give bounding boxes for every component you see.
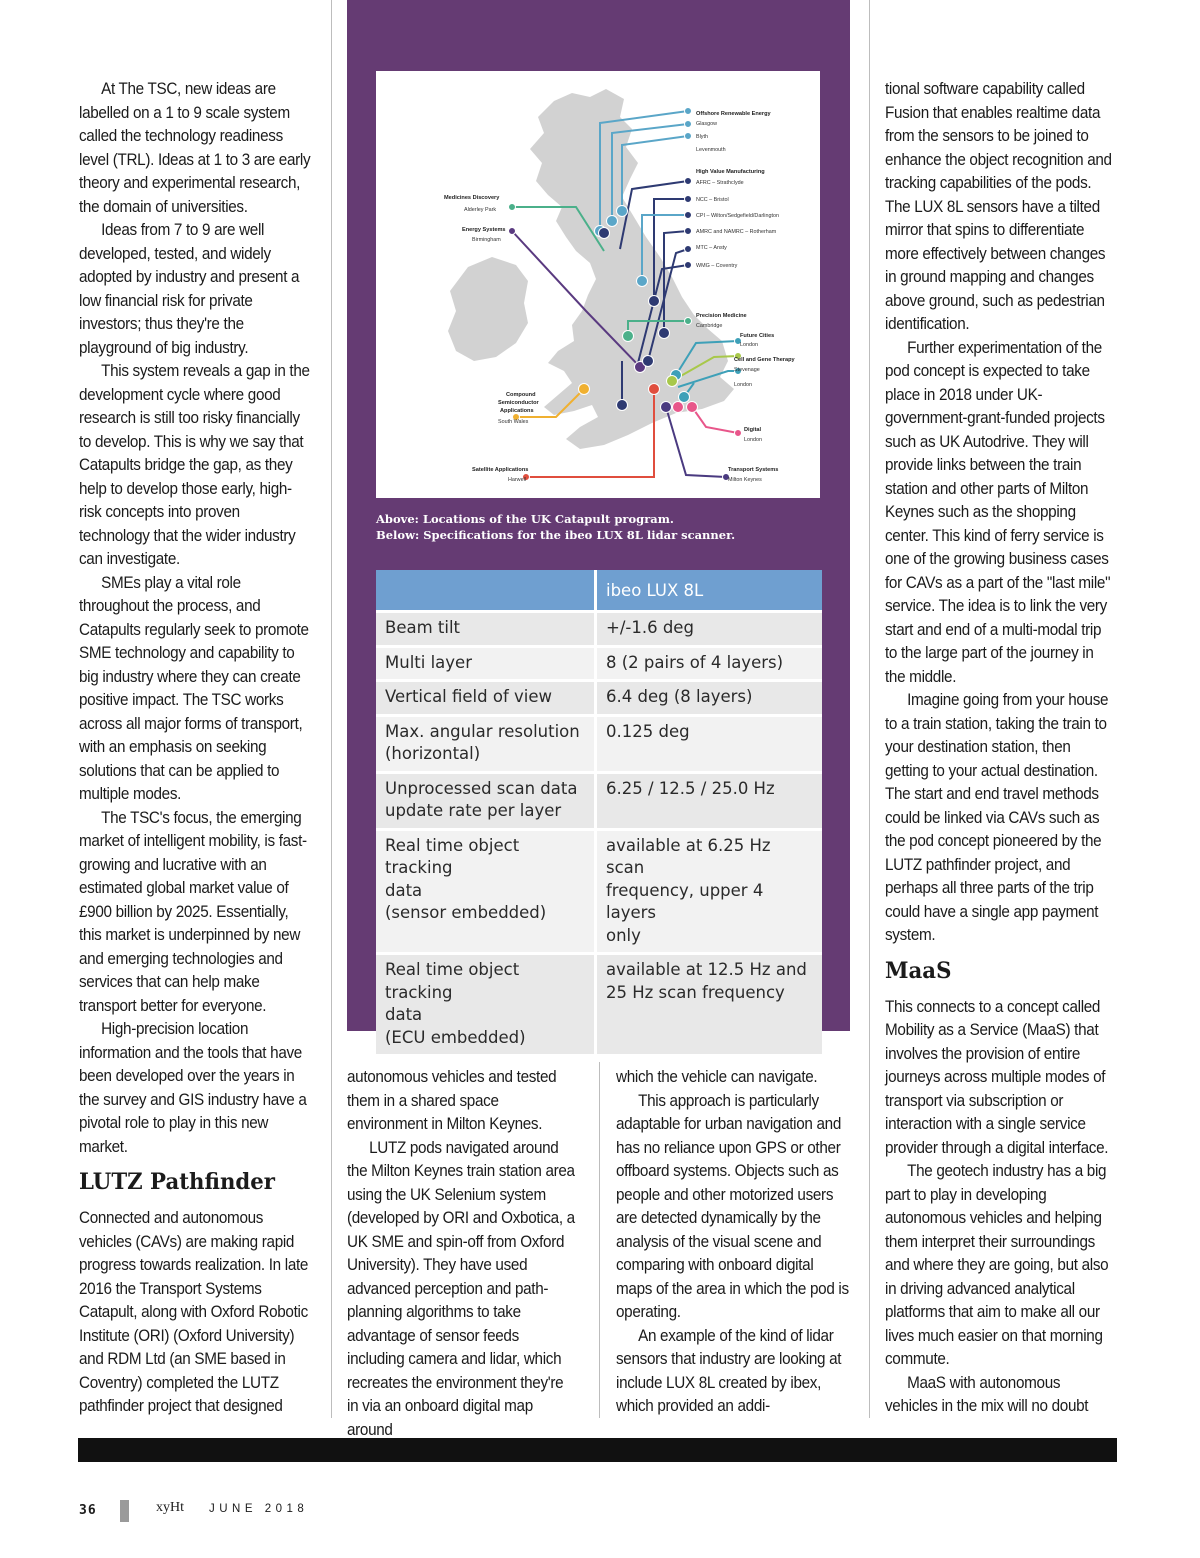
map-label: Digital xyxy=(744,427,762,433)
map-label: Levenmouth xyxy=(696,147,726,153)
column-rule-right xyxy=(869,0,870,1418)
spec-value-line: available at 12.5 Hz and xyxy=(606,960,807,979)
spec-value-line: +/-1.6 deg xyxy=(606,618,694,637)
body-paragraph: Ideas from 7 to 9 are well developed, tested, and widely adopted by industry and present a low financial risk for private investors; thus they're the playground of big industry. xyxy=(79,220,300,357)
map-label: Alderley Park xyxy=(464,207,497,213)
figure-caption xyxy=(376,512,836,543)
spec-key-line: Max. angular resolution xyxy=(385,721,580,741)
caption-line: Above: Locations of the UK Catapult program. xyxy=(376,512,674,526)
spec-key-cell xyxy=(376,829,596,954)
spec-value-cell xyxy=(596,772,823,829)
spec-key-line: data xyxy=(385,880,423,900)
body-paragraph: An example of the kind of lidar sensors that industry are looking at include LUX 8L created by ibex, which provided an addi- xyxy=(616,1325,842,1415)
spec-value-line: 25 Hz scan frequency xyxy=(606,982,785,1002)
body-paragraph: SMEs play a vital role throughout the process, and Catapults regularly seek to promote SME technology and capability to big industry where they can create positive impact. The TSC works across all major forms of transport, with an emphasis on seeking solutions that can be applied to multiple modes. xyxy=(79,572,309,803)
spec-value-cell xyxy=(596,715,823,772)
lidar-spec-table xyxy=(376,570,822,1054)
spec-value-line: 8 (2 pairs of 4 layers) xyxy=(606,652,784,672)
magazine-name: xyHt xyxy=(156,1500,184,1515)
footer-divider xyxy=(120,1500,129,1522)
issue-date: JUNE 2018 xyxy=(209,1503,309,1515)
spec-key-line: Real time object tracking xyxy=(385,835,520,877)
map-label: Harwell xyxy=(508,477,526,483)
map-label: Energy Systems xyxy=(462,227,506,233)
spec-value-line: frequency, upper 4 layers xyxy=(606,880,764,922)
spec-value-cell xyxy=(596,646,823,681)
spec-key-line: update rate per layer xyxy=(385,801,562,820)
article-column-4 xyxy=(885,77,1115,1418)
body-paragraph: This approach is particularly adaptable for urban navigation and has no reliance upon GPS or other offboard systems. Objects such as people and other motorized users are detected dynamically by the analysis of the visual scene and comparing with onboard digital maps of the area in which the pod is operating. xyxy=(616,1090,849,1321)
map-label: NCC – Bristol xyxy=(696,197,729,203)
article-column-2 xyxy=(347,1065,577,1441)
spec-key-line: (horizontal) xyxy=(385,744,481,763)
spec-value-line: available at 6.25 Hz scan xyxy=(606,835,771,877)
spec-key-line: data xyxy=(385,1005,423,1024)
map-label: London xyxy=(744,437,762,443)
spec-key-cell xyxy=(376,954,596,1055)
spec-key-cell xyxy=(376,772,596,829)
catapult-locations-map xyxy=(376,71,820,498)
table-row xyxy=(376,715,822,772)
spec-key-cell xyxy=(376,715,596,772)
table-header-empty xyxy=(376,570,596,612)
spec-key-line: Multi layer xyxy=(385,652,472,672)
body-paragraph: autonomous vehicles and tested them in a shared space environment in Milton Keynes. xyxy=(347,1067,557,1133)
table-row xyxy=(376,612,822,647)
table-row xyxy=(376,646,822,681)
caption-line: Below: Specifications for the ibeo LUX 8L lidar scanner. xyxy=(376,527,736,542)
uk-map-graphic xyxy=(376,71,820,498)
map-label: Compound xyxy=(506,392,536,398)
spec-value-line: 6.25 / 12.5 / 25.0 Hz xyxy=(606,778,775,798)
column-rule-left xyxy=(331,0,332,1418)
map-label: Applications xyxy=(500,408,534,414)
map-label: Birmingham xyxy=(472,237,501,243)
spec-key-line: Beam tilt xyxy=(385,618,461,637)
spec-key-line: (ECU embedded) xyxy=(385,1027,526,1047)
body-paragraph: The TSC's focus, the emerging market of intelligent mobility, is fast-growing and lucrative with an estimated global market value of £900 billion by 2025. Essentially, this market is underpinned by new and emerging technologies and services that can help make transport better for everyone. xyxy=(79,807,307,1015)
spec-key-line: Real time object tracking xyxy=(385,960,520,1002)
spec-value-cell xyxy=(596,954,823,1055)
body-paragraph: MaaS with autonomous vehicles in the mix will no doubt xyxy=(885,1372,1089,1415)
map-label: WMG – Coventry xyxy=(696,263,738,269)
body-paragraph: At The TSC, new ideas are labelled on a 1 to 9 scale system called the technology readiness level (TRL). Ideas at 1 to 3 are early theory and experimental research, the domain of universities. xyxy=(79,79,311,216)
map-label: Future Cities xyxy=(740,333,775,339)
spec-key-cell xyxy=(376,612,596,647)
article-column-1 xyxy=(79,77,311,1418)
map-label: Satellite Applications xyxy=(472,467,529,473)
spec-value-line: 0.125 deg xyxy=(606,721,690,741)
map-label: Transport Systems xyxy=(728,467,779,473)
spec-key-line: (sensor embedded) xyxy=(385,903,547,922)
page-number: 36 xyxy=(79,1503,97,1518)
table-row xyxy=(376,681,822,716)
body-paragraph: Further experimentation of the pod concept is expected to take place in 2018 under UK-government-grant-funded projects such as UK Autodrive. They will provide links between the train station and other parts of Milton Keynes such as the shopping center. This kind of ferry service is one of the growing business cases for CAVs as a part of the "last mile" service. The idea is to link the very start and end of a multi-modal trip to the large part of the journey in the middle. xyxy=(885,337,1111,686)
body-paragraph: This connects to a concept called Mobility as a Service (MaaS) that involves the provision of entire journeys across multiple modes of transport via subscription or interaction with a single service provider through a digital interface. xyxy=(885,996,1109,1157)
spec-key-line: Unprocessed scan data xyxy=(385,778,578,798)
table-header-product: ibeo LUX 8L xyxy=(596,570,823,612)
body-paragraph: This system reveals a gap in the development cycle where good research is still too risky financially to develop. This is why we say that Catapults bridge the gap, as they help to develop those early, high-risk concepts into proven technology that the wider industry can investigate. xyxy=(79,361,310,568)
map-label: Stevenage xyxy=(734,367,760,373)
map-label: CPI – Wilton/Sedgefield/Darlington xyxy=(696,213,779,219)
map-label: Milton Keynes xyxy=(728,477,762,483)
map-label: Blyth xyxy=(696,134,708,140)
ireland-shape xyxy=(448,257,528,361)
table-header-row xyxy=(376,570,822,612)
map-label: Glasgow xyxy=(696,121,717,127)
table-row xyxy=(376,954,822,1055)
table-row xyxy=(376,772,822,829)
spec-value-line: 6.4 deg (8 layers) xyxy=(606,687,753,706)
column-rule-mid xyxy=(599,1062,600,1418)
map-label: Offshore Renewable Energy xyxy=(696,111,771,117)
body-paragraph: The geotech industry has a big part to play in developing autonomous vehicles and helping them interpret their surroundings and where they are going, but also in driving advanced analytical platforms that aim to make all our lives much easier on that morning commute. xyxy=(885,1161,1109,1368)
body-paragraph: Imagine going from your house to a train station, taking the train to your destination station, then getting to your actual destination. The start and end travel methods could be linked via CAVs such as the pod concept pioneered by the LUTZ pathfinder project, and perhaps all three parts of the trip could have a single app payment system. xyxy=(885,690,1109,944)
table-row xyxy=(376,829,822,954)
section-heading-lutz: LUTZ Pathfinder xyxy=(79,1169,275,1195)
map-label: AMRC and NAMRC – Rotherham xyxy=(696,229,777,235)
article-column-3 xyxy=(616,1065,850,1418)
body-paragraph: which the vehicle can navigate. xyxy=(616,1067,818,1086)
map-label: Cambridge xyxy=(696,323,723,329)
map-label: Medicines Discovery xyxy=(444,195,500,201)
section-heading-maas: MaaS xyxy=(885,957,952,984)
map-label: South Wales xyxy=(498,419,529,425)
spec-key-line: Vertical field of view xyxy=(385,687,552,706)
spec-value-cell xyxy=(596,612,823,647)
body-paragraph: tional software capability called Fusion that enables realtime data from the sensors to be joined to enhance the object recognition and tracking capabilities of the pods. The LUX 8L sensors have a tilted mirror that spins to differentiate more effectively between changes in ground mapping and changes above ground, such as pedestrian identification. xyxy=(885,79,1112,333)
map-label: Semiconductor xyxy=(498,400,539,406)
spec-key-cell xyxy=(376,646,596,681)
spec-value-cell xyxy=(596,681,823,716)
map-label: MTC – Ansty xyxy=(696,245,727,251)
map-label: Precision Medicine xyxy=(696,313,747,319)
body-paragraph: Connected and autonomous vehicles (CAVs) are making rapid progress towards realization. In late 2016 the Transport Systems Catapult, along with Oxford Robotic Institute (ORI) (Oxford University) and RDM Ltd (an SME based in Coventry) completed the LUTZ pathfinder project that designed xyxy=(79,1208,309,1415)
map-label: London xyxy=(734,382,752,388)
body-paragraph: LUTZ pods navigated around the Milton Keynes train station area using the UK Selenium system (developed by ORI and Oxbotica, a UK SME and spin-off from Oxford University). They have used advanced perception and path-planning algorithms to take advantage of sensor feeds including camera and lidar, which recreates the environment they're in via an onboard digital map around xyxy=(347,1137,575,1439)
spec-key-cell xyxy=(376,681,596,716)
spec-value-line: only xyxy=(606,925,641,945)
body-paragraph: High-precision location information and the tools that have been developed over the years in the survey and GIS industry have a pivotal role to play in this new market. xyxy=(79,1019,307,1156)
map-label: High Value Manufacturing xyxy=(696,169,765,175)
footer-bar xyxy=(78,1438,1117,1462)
map-label: AFRC – Strathclyde xyxy=(696,180,744,186)
map-label: Cell and Gene Therapy xyxy=(734,357,795,363)
spec-value-cell xyxy=(596,829,823,954)
map-label: London xyxy=(740,342,758,348)
